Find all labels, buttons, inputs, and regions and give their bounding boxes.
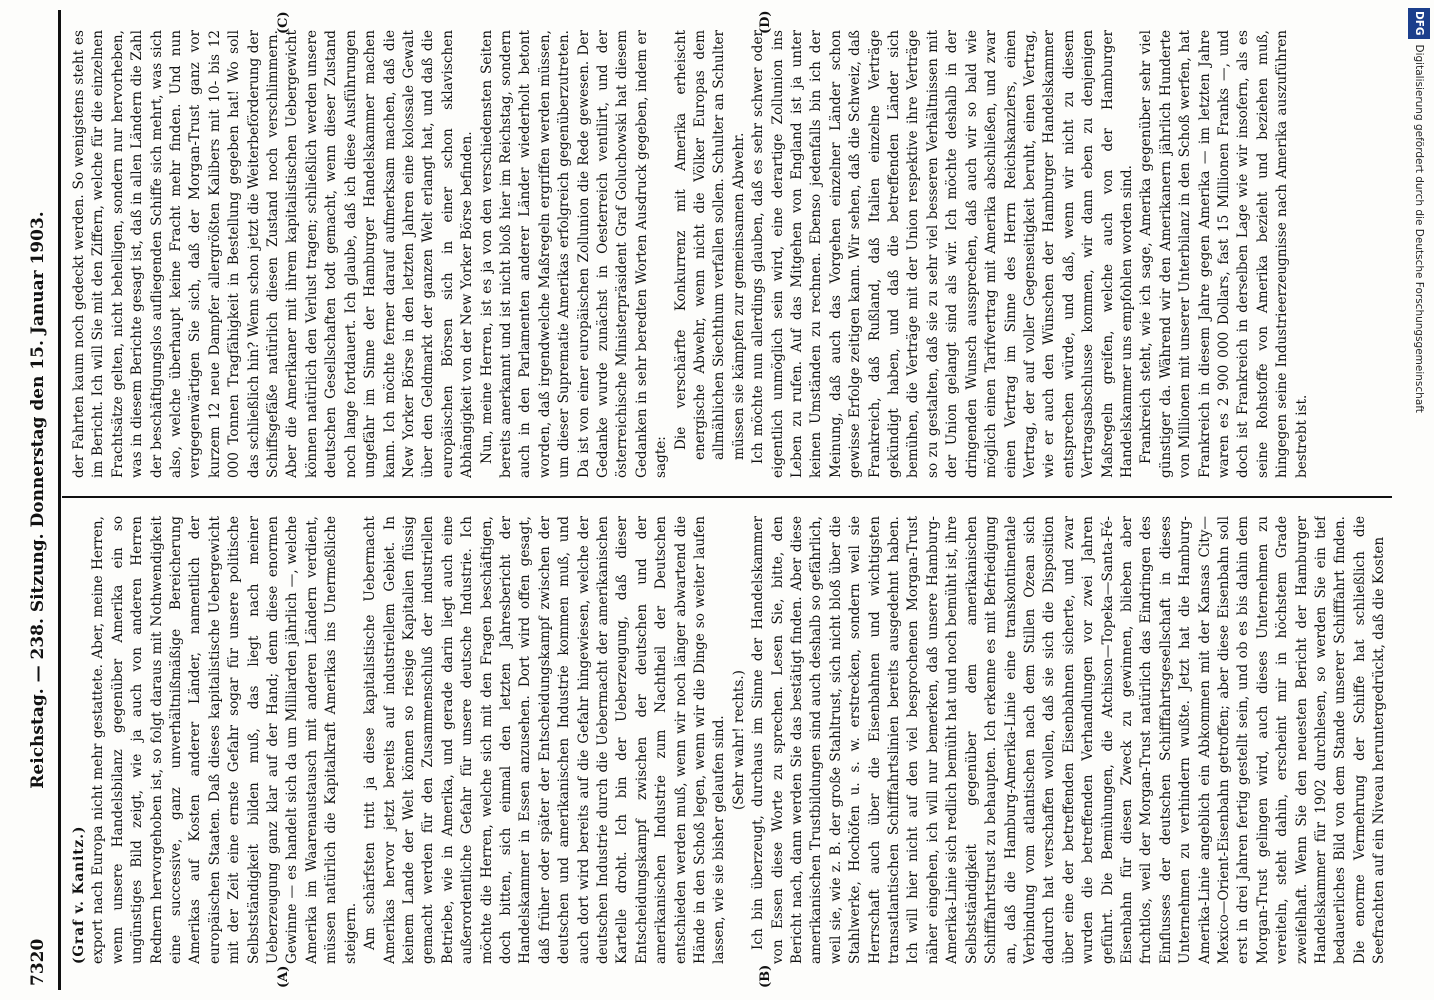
block-quote: Die verschärfte Konkurrenz mit Amerika erheischt energische Abwehr, wenn nicht die Völker Europas dem allmählichen Siechthum verfallen sollen. Schulter an Schulter müssen sie kämpfen zur gemeinsamen Abwehr. [672, 30, 747, 460]
column-rule [62, 496, 1392, 498]
digitization-credit: Digitalisierung gefördert durch die Deutsche Forschungsgemeinschaft [1413, 44, 1425, 413]
rotated-document-page [18, 10, 1398, 990]
left-text-column [70, 516, 1390, 964]
paragraph: Am schärfsten tritt ja diese kapitalistische Uebermacht Amerikas hervor jetzt bereits auf industriellem Gebiet. In keinem Lande der Welt können so riesige Kapitalien flüssig gemacht werden für den Zusammenschluß der industriellen Betriebe, wie in Amerika, und gerade darin liegt auch eine außerordentliche Gefahr für unsere deutsche Industrie. Ich möchte die Herren, welche sich mit den Fragen beschäftigen, doch bitten, sich einmal den letzten Jahresbericht der Handelskammer in Essen anzusehen. Dort wird offen gesagt, daß früher oder später der Entscheidungskampf zwischen der deutschen und amerikanischen Industrie kommen muß, und auch dort wird bereits auf die Gefahr hingewiesen, welche der deutschen Industrie durch die Uebermacht der amerikanischen Kartelle droht. Ich bin der Ueberzeugung, daß dieser Entscheidungskampf zwischen der deutschen und der amerikanischen Industrie zum Nachtheil der Deutschen entschieden werden muß, wenn wir noch länger abwartend die Hände in den Schoß legen, wenn wir die Dinge so weiter laufen lassen, wie sie bisher gelaufen sind. [362, 516, 728, 964]
paragraph: Nun, meine Herren, ist es ja von den verschiedensten Seiten bereits anerkannt und ist nicht bloß hier im Reichstag, sondern auch in den Parlamenten anderer Länder wiederholt betont worden, daß irgendwelche Maßregeln ergriffen werden müssen, um dieser Suprematie Amerikas erfolgreich gegenüberzutreten. Da ist von einer europäischen Zollunion die Rede gewesen. Der Gedanke wurde zunächst in Oesterreich ventilirt, und der österreichische Ministerpräsident Graf Goluchowski hat diesem Gedanken in sehr beredten Worten Ausdruck gegeben, indem er sagte: [478, 30, 670, 478]
page-number: 7320 [28, 938, 48, 986]
paragraph: Ich bin überzeugt, durchaus im Sinne der Handelskammer von Essen diese Worte zu sprechen. Lesen Sie, bitte, den Bericht nach, dann werden Sie das bestätigt finden. Aber diese amerikanischen Trustbildungen sind auch deshalb so gefährlich, weil sie, wie z. B. der große Stahltrust, sich nicht bloß über die Stahlwerke, Hochöfen u. s. w. erstrecken, sondern weil sie Herrschaft auch über die Eisenbahnen und wichtigsten transatlantischen Schifffahrtslinien bereits ausgedehnt haben. Ich will hier nicht auf den viel besprochenen Morgan-Trust näher eingehen, ich will nur bemerken, daß unsere Hamburg-Amerika-Linie sich redlich bemüht hat und noch bemüht ist, ihre Selbstständigkeit gegenüber dem amerikanischen Schifffahrtstrust zu behaupten. Ich erkenne es mit Befriedigung an, daß die Hamburg-Amerika-Linie eine transkontinentale Verbindung vom atlantischen nach dem Stillen Ozean sich dadurch hat verschaffen wollen, daß sie sich die Disposition über eine der betreffenden Eisenbahnen sicherte, und zwar wurden die betreffenden Verhandlungen vor zwei Jahren geführt. Die Bemühungen, die Atchison—Topeka—Santa-Fé-Eisenbahn für diesen Zweck zu gewinnen, blieben aber fruchtlos, weil der Morgan-Trust natürlich das Eindringen des Einflusses der deutschen Schifffahrtsgesellschaft in dieses Unternehmen zu verhindern wußte. Jetzt hat die Hamburg-Amerika-Linie angeblich ein Abkommen mit der Kansas City—Mexico—Orient-Eisenbahn getroffen; aber diese Eisenbahn soll erst in drei Jahren fertig gestellt sein, und ob es bis dahin dem Morgan-Trust gelingen wird, auch dieses Unternehmen zu vereiteln, steht dahin, erscheint mir in höchstem Grade zweifelhaft. Wenn Sie den neuesten Bericht der Hamburger Handelskammer für 1902 durchlesen, so werden Sie ein tief bedauerliches Bild von dem Stande unserer Schifffahrt finden. Die enorme Vermehrung der Schiffe hat schließlich die Seefrachten auf ein Niveau heruntergedrückt, daß die Kosten [750, 516, 1388, 964]
right-text-column [70, 30, 1390, 478]
margin-marker-c: (C) [276, 11, 291, 34]
paragraph: der Fahrten kaum noch gedeckt werden. So wenigstens steht es im Bericht. Ich will Sie mit den Ziffern, welche für die einzelnen Frachtsätze gelten, nicht behelligen, sondern nur hervorheben, was in diesem Berichte gesagt ist, daß in allen Ländern die Zahl der beschäftigungslos aufliegenden Schiffe sich mehrt, was sich also, welche überhaupt keine Fracht mehr finden. Und nun vergegenwärtigen Sie sich, daß der Morgan-Trust ganz vor kurzem 12 neue Dampfer allergrößten Kalibers mit 10- bis 12 000 Tonnen Tragfähigkeit in Bestellung gegeben hat! Wo soll das schließlich hin? Wenn schon jetzt die Weiterbeförderung der Schiffsgefäße natürlich diesen Zustand noch verschlimmern. Aber die Amerikaner mit ihrem kapitalistischen Uebergewicht können natürlich den Verlust tragen; schließlich werden unsere deutschen Gesellschaften todt gemacht, wenn dieser Zustand noch lange fortdauert. Ich glaube, daß ich diese Ausführungen ungefähr im Sinne der Hamburger Handelskammer machen kann. Ich möchte ferner darauf aufmerksam machen, daß die New Yorker Börse in den letzten Jahren eine kolossale Gewalt über den Geldmarkt der ganzen Welt erlangt hat, und daß die europäischen Börsen sich in einer schon sklavischen Abhängigkeit von der New Yorker Börse befinden. [71, 30, 476, 478]
dfg-logo: DFG [1408, 8, 1430, 39]
margin-marker-a: (A) [276, 965, 291, 988]
header-rule [58, 10, 61, 990]
interjection: (Sehr wahr! rechts.) [730, 670, 747, 810]
paragraph: Ich möchte nun allerdings glauben, daß es sehr schwer oder eigentlich unmöglich sein wird, eine derartige Zollunion ins Leben zu rufen. Auf das Mitgehen von England ist ja unter keinen Umständen zu rechnen. Ebenso jedenfalls bin ich der Meinung, daß auch das Vorgehen einzelner Länder schon gewisse Erfolge zeitigen kann. Wir sehen, daß die Schweiz, daß Frankreich, daß Rußland, daß Italien einzelne Verträge gekündigt haben, und daß die betreffenden Länder sich bemühen, die Verträge mit der Union respektive ihre Verträge so zu gestalten, daß sie zu sehr viel besseren Verhältnissen mit der Union gelangt sind als wir. Ich möchte deshalb in der dringenden Wunsch aussprechen, daß auch wir so bald wie möglich einen Tarifvertrag mit Amerika abschließen, und zwar einen Vertrag im Sinne des Herrn Reichskanzlers, einen Vertrag, der auf voller Gegenseitigkeit beruht, einen Vertrag, wie er auch den Wünschen der Hamburger Handelskammer entsprechen würde, und daß, wenn wir nicht zu diesem Vertragsabschlusse kommen, wir dann eben zu denjenigen Maßregeln greifen, welche auch von der Hamburger Handelskammer uns empfohlen worden sind. [750, 30, 1135, 478]
paragraph: export nach Europa nicht mehr gestattete. Aber, meine Herren, wenn unsere Handelsbilanz gegenüber Amerika ein so ungünstiges Bild zeigt, wie ja auch von anderen Herren Rednern hervorgehoben ist, so folgt daraus mit Nothwendigkeit eine successive, ganz unverhältnißmäßige Bereicherung Amerikas auf Kosten anderer Länder, namentlich der europäischen Staaten. Daß dieses kapitalistische Uebergewicht mit der Zeit eine ernste Gefahr sogar für unsere politische Selbstständigkeit bilden muß, das liegt nach meiner Ueberzeugung ganz klar auf der Hand; denn diese enormen Gewinne — es handelt sich da um Milliarden jährlich —, welche Amerika im Waarenaustausch mit anderen Ländern verdient, müssen natürlich die Kapitalkraft Amerikas ins Unermeßliche steigern. [90, 516, 359, 964]
paragraph: Frankreich steht, wie ich sage, Amerika gegenüber sehr viel günstiger da. Während wir den Amerikanern jährlich Hunderte von Millionen mit unserer Unterbilanz in den Schoß werfen, hat Frankreich in diesem Jahre gegen Amerika — im letzten Jahre waren es 2 900 000 Dollars, fast 15 Millionen Franks —, und doch ist Frankreich in derselben Lage wie wir insofern, als es seine Rohstoffe von Amerika bezieht und beziehen muß, hingegen seine Industrieerzeugnisse nach Amerika auszuführen bestrebt ist. [1138, 30, 1310, 478]
digitization-note [1408, 8, 1430, 992]
margin-marker-b: (B) [758, 964, 773, 988]
speaker-label: (Graf v. Kanitz.) [71, 825, 87, 964]
margin-marker-d: (D) [758, 10, 773, 34]
running-title: Reichstag. — 238. Sitzung. Donnerstag den 15. Januar 1903. [28, 211, 48, 789]
page-header [18, 10, 58, 990]
